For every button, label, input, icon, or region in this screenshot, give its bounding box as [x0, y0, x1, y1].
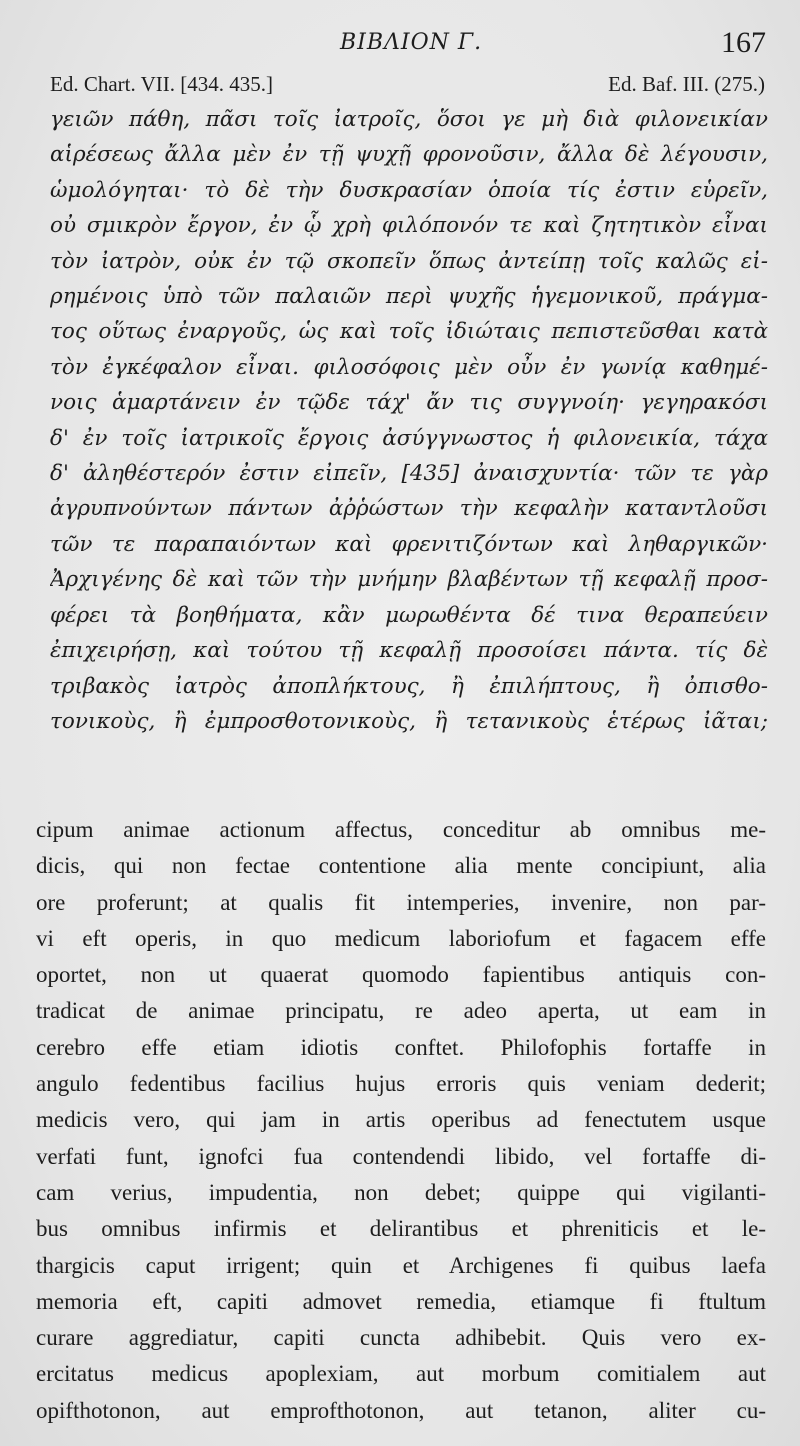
latin-line: cipum animae actionum affectus, conceditur ab omnibus me- [36, 817, 766, 842]
latin-line: ercitatus medicus apoplexiam, aut morbum comitialem aut [36, 1361, 766, 1387]
page-number: 167 [721, 26, 766, 59]
book-title: ΒΙΒΛΙΟΝ Γ. [340, 30, 483, 55]
latin-line: verfati funt, ignofci fua contendendi libido, vel fortaffe di- [36, 1143, 766, 1169]
edition-chart-reference: Ed. Chart. VII. [434. 435.] [50, 72, 273, 96]
greek-line: τριβακὸς ἰατρὸς ἀποπλήκτους, ἢ ἐπιλήπτους, ἢ ὀπισθο- [50, 673, 768, 699]
latin-line: dicis, qui non fectae contentione alia mente concipiunt, alia [36, 853, 766, 879]
latin-line: thargicis caput irrigent; quin et Archigenes fi quibus laefa [36, 1252, 766, 1278]
greek-line: τὸν ἐγκέφαλον εἶναι. φιλοσόφοις μὲν οὖν ἐν γωνίᾳ καθημέ- [50, 354, 768, 380]
latin-line: bus omnibus infirmis et delirantibus et phreniticis et le- [36, 1216, 766, 1242]
greek-line: τῶν τε παραπαιόντων καὶ φρενιτιζόντων καὶ ληθαργικῶν· [50, 531, 768, 557]
latin-line: tradicat de animae principatu, re adeo aperta, ut eam in [36, 998, 766, 1024]
greek-line: γειῶν πάθη, πᾶσι τοῖς ἰατροῖς, ὅσοι γε μὴ διὰ φιλονεικίαν [50, 107, 768, 132]
greek-line: τονικοὺς, ἢ ἐμπροσθοτονικοὺς, ἢ τετανικοὺς ἑτέρως ἰᾶται; [50, 708, 768, 734]
latin-line: medicis vero, qui jam in artis operibus ad fenectutem usque [36, 1107, 766, 1133]
greek-line: φέρει τὰ βοηθήματα, κἂν μωρωθέντα δέ τινα θεραπεύειν [50, 602, 768, 628]
latin-line: ore proferunt; at qualis fit intemperies, invenire, non par- [36, 889, 766, 915]
latin-line: vi eft operis, in quo medicum laboriofum et fagacem effe [36, 925, 766, 951]
greek-line: αἱρέσεως ἄλλα μὲν ἐν τῇ ψυχῇ φρονοῦσιν, ἄλλα δὲ λέγουσιν, [50, 142, 768, 168]
latin-text-block [36, 812, 766, 1429]
greek-text-block [50, 102, 768, 739]
greek-line: ἐπιχειρήσῃ, καὶ τούτου τῇ κεφαλῇ προσοίσει πάντα. τίς δὲ [50, 638, 768, 664]
running-head [0, 26, 800, 62]
greek-line: ὡμολόγηται· τὸ δὲ τὴν δυσκρασίαν ὁποία τίς ἐστιν εὑρεῖν, [50, 177, 768, 203]
greek-line: Ἀρχιγένης δὲ καὶ τῶν τὴν μνήμην βλαβέντων τῇ κεφαλῇ προσ- [50, 567, 768, 593]
latin-line: memoria eft, capiti admovet remedia, etiamque fi ftultum [36, 1288, 766, 1314]
latin-line: angulo fedentibus facilius hujus erroris quis veniam dederit; [36, 1071, 766, 1097]
edition-references [50, 72, 765, 100]
greek-line: δ' ἐν τοῖς ἰατρικοῖς ἔργοις ἀσύγγνωστος ἡ φιλονεικία, τάχα [50, 425, 768, 451]
edition-basel-reference: Ed. Baf. III. (275.) [608, 72, 765, 96]
latin-line: opifthotonon, aut emprofthotonon, aut tetanon, aliter cu- [36, 1397, 766, 1423]
greek-line: δ' ἀληθέστερόν ἐστιν εἰπεῖν, [435] ἀναισχυντία· τῶν τε γὰρ [50, 461, 768, 487]
greek-line: τος οὕτως ἐναργοῦς, ὡς καὶ τοῖς ἰδιώταις πεπιστεῦσθαι κατὰ [50, 319, 768, 345]
greek-line: οὐ σμικρὸν ἔργον, ἐν ᾧ χρὴ φιλόπονόν τε καὶ ζητητικὸν εἶναι [50, 213, 768, 239]
latin-line: cam verius, impudentia, non debet; quippe qui vigilanti- [36, 1179, 766, 1205]
latin-line: curare aggrediatur, capiti cuncta adhibebit. Quis vero ex- [36, 1325, 766, 1351]
greek-line: τὸν ἰατρὸν, οὐκ ἐν τῷ σκοπεῖν ὅπως ἀντείπῃ τοῖς καλῶς εἰ- [50, 248, 768, 274]
greek-line: ἀγρυπνούντων πάντων ἀῤῥώστων τὴν κεφαλὴν καταντλοῦσι [50, 496, 768, 522]
latin-line: cerebro effe etiam idiotis conftet. Philofophis fortaffe in [36, 1034, 766, 1060]
latin-line: oportet, non ut quaerat quomodo fapientibus antiquis con- [36, 962, 766, 988]
greek-line: νοις ἁμαρτάνειν ἐν τῷδε τάχ' ἄν τις συγγνοίη· γεγηρακόσι [50, 390, 768, 416]
greek-line: ρημένοις ὑπὸ τῶν παλαιῶν περὶ ψυχῆς ἡγεμονικοῦ, πράγμα- [50, 284, 768, 310]
